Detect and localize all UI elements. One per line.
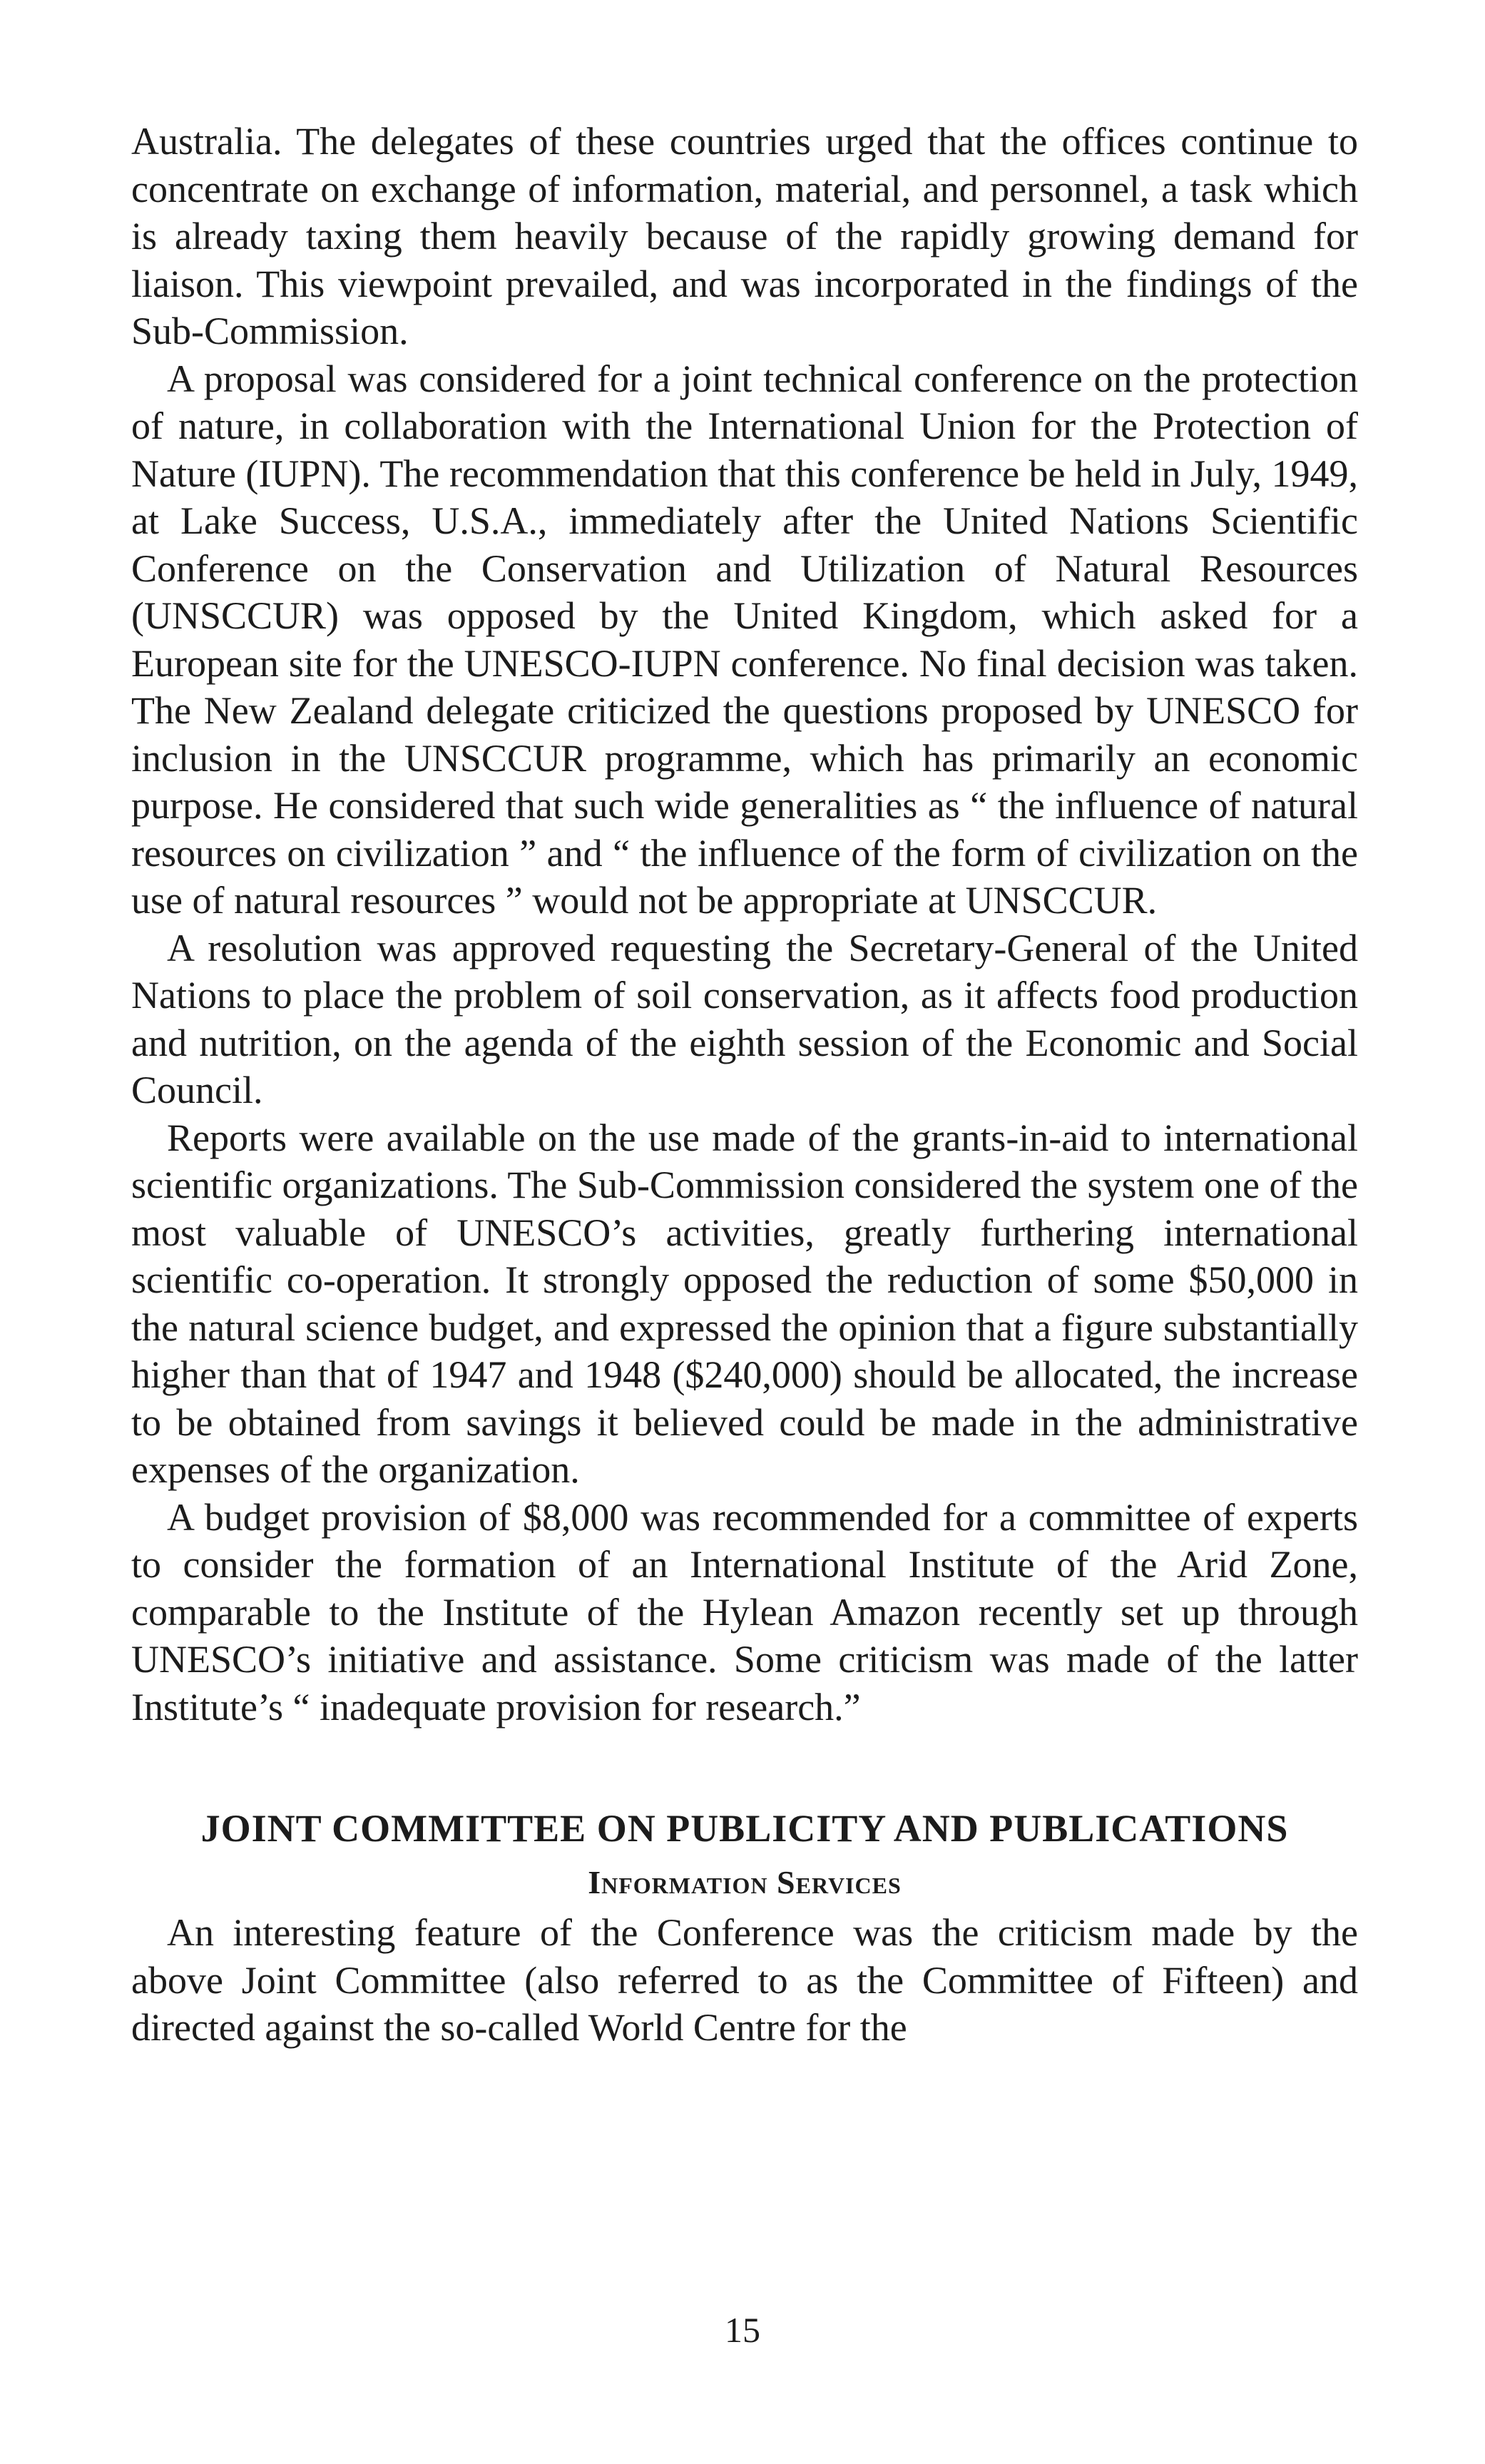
paragraph-soil-conservation-resolution: A resolution was approved requesting the Secretary-General of the United Nations to place the problem of soil conservation, as it affects food production and nutrition, on the agenda of the eighth session of the Economic and Social Council. xyxy=(131,926,1358,1111)
paragraph-joint-conference-proposal: A proposal was considered for a joint technical conference on the protection of nature, in collaboration with the International Union for the Protection of Nature (IUPN). The recommendation that this conference be held in July, 1949, at Lake Success, U.S.A., immediately after the United Nations Scientific Conference on the Conservation and Utilization of Natural Resources (UNSCCUR) was opposed by the United Kingdom, which asked for a European site for the UNESCO-IUPN conference. No final decision was taken. The New Zealand delegate criticized the questions proposed by UNESCO for inclusion in the UNSCCUR programme, which has primarily an economic purpose. He considered that such wide generalities as “ the influence of natural resources on civilization ” and “ the influence of the form of civilization on the use of natural resources ” would not be appropriate at UNSCCUR. xyxy=(131,357,1358,922)
paragraph-joint-committee-criticism: An interesting feature of the Conference was the criticism made by the above Joint Committee (also referred to as the Committee of Fifteen) and directed against the so-called World Centre for the xyxy=(131,1911,1358,2049)
page-number: 15 xyxy=(725,2310,760,2350)
section-subheading: Information Services xyxy=(588,1864,902,1900)
paragraph-delegates-urged: Australia. The delegates of these countries urged that the offices continue to concentrate on exchange of information, material, and personnel, a task which is already taxing them heavily because of the rapidly growing demand for liaison. This viewpoint prevailed, and was incorporated in the findings of the Sub-Commission. xyxy=(131,120,1358,352)
paragraph-grants-in-aid-reports: Reports were available on the use made of the grants-in-aid to international scientific organizations. The Sub-Commission considered the system one of the most valuable of UNESCO’s activities, greatly furthering international scientific co-operation. It strongly opposed the reduction of some $50,000 in the natural science budget, and expressed the opinion that a figure substantially higher than that of 1947 and 1948 ($240,000) should be allocated, the increase to be obtained from savings it believed could be made in the administrative expenses of the organization. xyxy=(131,1116,1358,1491)
paragraph-budget-provision-arid-zone: A budget provision of $8,000 was recommended for a committee of experts to consider the formation of an International Institute of the Arid Zone, comparable to the Institute of the Hylean Amazon recently set up through UNESCO’s initiative and assistance. Some criticism was made of the latter Institute’s “ inadequate provision for research.” xyxy=(131,1495,1358,1729)
section-title: JOINT COMMITTEE ON PUBLICITY AND PUBLICATIONS xyxy=(200,1807,1289,1850)
document-page xyxy=(131,118,1358,2052)
